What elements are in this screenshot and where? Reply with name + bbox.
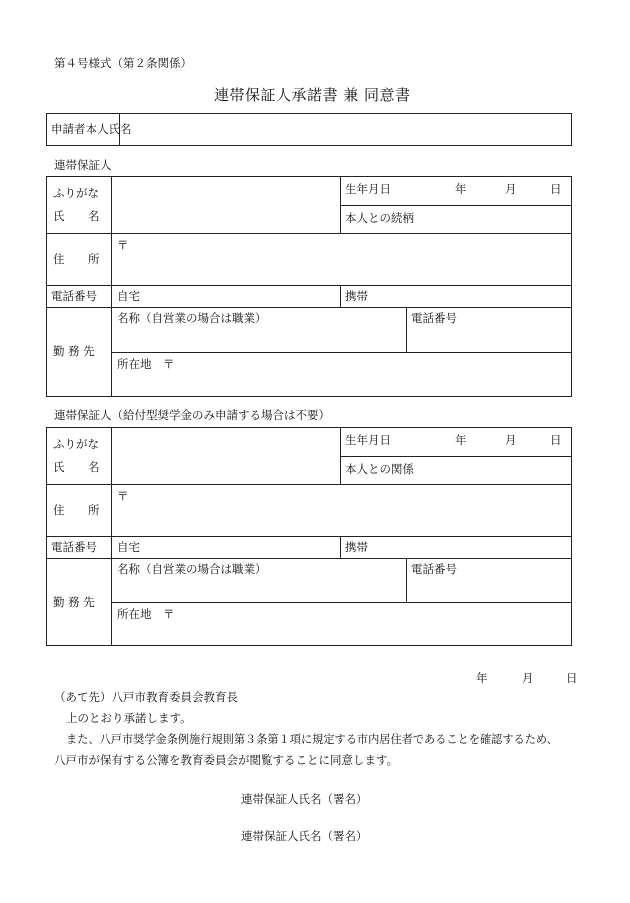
workplace-label: 勤 務 先 bbox=[53, 344, 95, 358]
divider bbox=[46, 233, 572, 234]
name-label: 氏 名 bbox=[53, 460, 106, 474]
company-phone-label: 電話番号 bbox=[411, 562, 457, 576]
mobile-phone-label: 携帯 bbox=[345, 540, 368, 554]
divider bbox=[340, 456, 572, 457]
month-label: 月 bbox=[505, 182, 517, 196]
divider bbox=[111, 176, 112, 397]
guarantor2-name-field[interactable] bbox=[114, 430, 336, 481]
furigana-label: ふりがな bbox=[53, 437, 99, 451]
divider bbox=[46, 558, 572, 559]
year-label: 年 bbox=[455, 182, 467, 196]
phone-label: 電話番号 bbox=[51, 289, 97, 303]
workplace-label: 勤 務 先 bbox=[53, 595, 95, 609]
birthdate-label: 生年月日 bbox=[345, 182, 391, 196]
applicant-name-field[interactable] bbox=[122, 116, 568, 143]
month-label: 月 bbox=[505, 433, 517, 447]
signature-label-1: 連帯保証人氏名（署名） bbox=[241, 792, 368, 806]
section2-heading: 連帯保証人（給付型奨学金のみ申請する場合は不要） bbox=[54, 408, 330, 422]
year-label: 年 bbox=[455, 433, 467, 447]
company-name-label: 名称（自営業の場合は職業） bbox=[117, 311, 267, 325]
signature-field-2[interactable] bbox=[372, 825, 572, 847]
address-label: 住 所 bbox=[53, 503, 106, 517]
guarantor2-address-field[interactable] bbox=[130, 488, 568, 533]
date-year-label: 年 bbox=[476, 671, 488, 685]
address-label: 住 所 bbox=[53, 252, 106, 266]
divider bbox=[46, 285, 572, 286]
day-label: 日 bbox=[550, 182, 562, 196]
consent-line-3: 八戸市が保有する公簿を教育委員会が閲覧することに同意します。 bbox=[54, 753, 399, 767]
birthdate-label: 生年月日 bbox=[345, 433, 391, 447]
divider bbox=[340, 176, 341, 233]
divider bbox=[111, 352, 572, 353]
name-label: 氏 名 bbox=[53, 209, 106, 223]
furigana-label: ふりがな bbox=[53, 186, 99, 200]
consent-line-2: また、八戸市奨学金条例施行規則第３条第１項に規定する市内居住者であることを確認するため、 bbox=[66, 733, 558, 746]
divider bbox=[46, 484, 572, 485]
phone-label: 電話番号 bbox=[51, 540, 97, 554]
addressee: （あて先）八戸市教育委員会教育長 bbox=[54, 690, 238, 704]
date-day-label: 日 bbox=[566, 671, 578, 685]
signature-field-1[interactable] bbox=[372, 788, 572, 810]
date-month-label: 月 bbox=[522, 671, 534, 685]
day-label: 日 bbox=[550, 433, 562, 447]
guarantor1-name-field[interactable] bbox=[114, 179, 336, 230]
consent-line-1: 上のとおり承諾します。 bbox=[66, 711, 192, 725]
company-location-label: 所在地 〒 bbox=[117, 357, 175, 371]
relation-label: 本人との関係 bbox=[345, 462, 414, 476]
divider bbox=[406, 558, 407, 602]
form-number: 第４号様式（第２条関係） bbox=[54, 56, 192, 70]
home-phone-label: 自宅 bbox=[117, 540, 140, 554]
postal-mark: 〒 bbox=[117, 238, 129, 252]
divider bbox=[46, 307, 572, 308]
divider bbox=[340, 536, 341, 558]
home-phone-label: 自宅 bbox=[117, 289, 140, 303]
divider bbox=[340, 285, 341, 307]
guarantor1-address-field[interactable] bbox=[130, 237, 568, 282]
divider bbox=[111, 427, 112, 646]
company-name-label: 名称（自営業の場合は職業） bbox=[117, 562, 267, 576]
applicant-label: 申請者本人氏名 bbox=[51, 122, 132, 136]
divider bbox=[406, 307, 407, 352]
page-title: 連帯保証人承諾書 兼 同意書 bbox=[214, 86, 411, 104]
company-location-label: 所在地 〒 bbox=[117, 607, 175, 621]
mobile-phone-label: 携帯 bbox=[345, 289, 368, 303]
signature-label-2: 連帯保証人氏名（署名） bbox=[241, 829, 368, 843]
divider bbox=[111, 602, 572, 603]
postal-mark: 〒 bbox=[117, 489, 129, 503]
divider bbox=[340, 205, 572, 206]
relation-label: 本人との続柄 bbox=[345, 211, 414, 225]
section1-heading: 連帯保証人 bbox=[54, 158, 112, 172]
divider bbox=[340, 427, 341, 484]
company-phone-label: 電話番号 bbox=[411, 311, 457, 325]
divider bbox=[46, 536, 572, 537]
